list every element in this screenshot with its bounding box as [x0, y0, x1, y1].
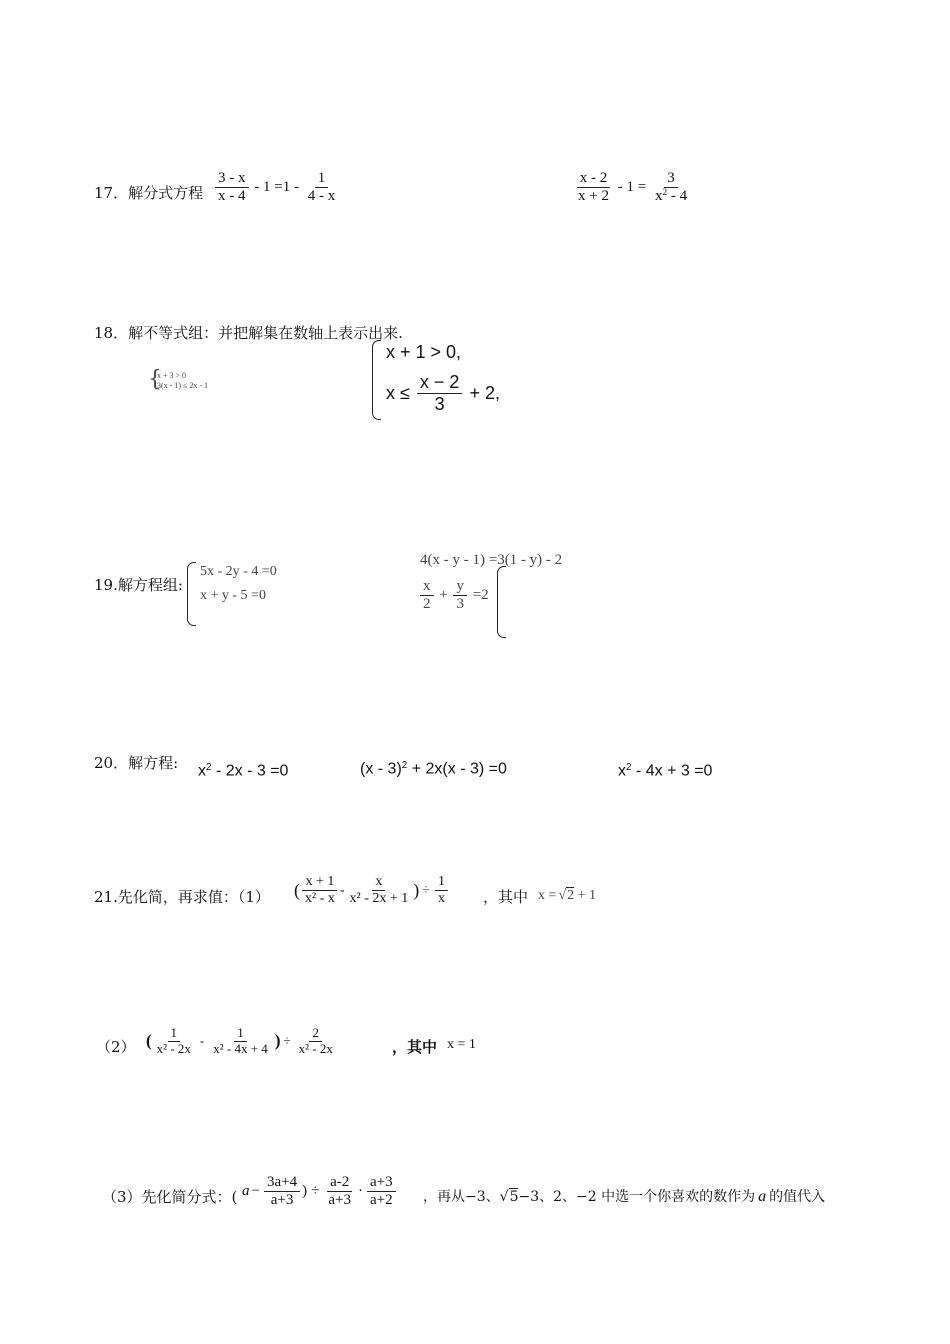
q17-eq2-rhs-fraction: $\frac{3}{x^2 - 4}$	[654, 170, 688, 205]
q21-p3-label: （3）先化简分式：(	[102, 1188, 238, 1206]
q21-p3-tail: ，再从−3、√5−3、2、−2 中选一个你喜欢的数作为 a 的值代入	[423, 1188, 826, 1205]
q17-equation-1	[213, 170, 340, 206]
q21-p3-fraction-2: $\frac{a-2}{a+3}$	[328, 1174, 351, 1209]
q17-eq2-mid: - 1 =	[617, 179, 647, 196]
q19-sys2-fraction-y: $\frac{y}{3}$	[453, 578, 467, 614]
q21-part1-expression: ( $\frac{x + 1}{\text{x² - x}}$ - $\frac{x}{\text{x² - 2x + 1}}$ ) ÷ $\frac{1}{x}$	[294, 874, 450, 907]
q18-sys2-fraction: $\frac{x - 2}{3}$	[417, 372, 463, 414]
q21-p2-label: （2）	[96, 1038, 136, 1056]
q17-eq1-lhs-fraction: $\frac{3 - x}{x - 4}$	[215, 170, 249, 206]
q21-p2-where: ，其中	[392, 1038, 438, 1056]
q20-equation-2: (x - 3)$^2$ + 2x(x - 3) =0	[360, 760, 507, 778]
q19-sys2-line2: $\frac{x}{2}$ + $\frac{y}{3}$ =2	[418, 578, 489, 614]
q19-sys2-fraction-x: $\frac{x}{2}$	[420, 578, 434, 614]
q17-eq2-lhs-fraction: $\frac{x - 2}{x + 2}$	[578, 170, 609, 205]
q21-label: 21.先化简，再求值：（1）	[94, 888, 270, 906]
q18-label: 18．解不等式组：并把解集在数轴上表示出来.	[94, 324, 403, 342]
q17-eq1-rhs-fraction: $\frac{1}{4 - x}$	[307, 170, 336, 205]
q21-p2-fraction-3: $\frac{2}{\text{x² - 2x}}$	[298, 1025, 333, 1056]
q21-p1-fraction-3: $\frac{1}{x}$	[435, 874, 448, 907]
q18-sys2-line2: x ≤ $\frac{x - 2}{3}$ + 2,	[386, 372, 500, 414]
q21-p2-fraction-2: $\frac{1}{\text{x² - 4x + 4}}$	[213, 1025, 268, 1056]
q18-system-1	[148, 367, 209, 392]
q21-p1-fraction-1: $\frac{x + 1}{\text{x² - x}}$	[302, 874, 338, 907]
q18-sys1-brace: {	[148, 367, 162, 392]
q19-label: 19.解方程组:	[94, 576, 183, 594]
q20-label: 20．解方程:	[94, 754, 179, 772]
q21-part3-expression: a − $\frac{3a+4}{a+3}$ ) ÷ $\frac{a-2}{a+3}$ · $\frac{a+3}{a+2}$	[242, 1174, 398, 1210]
q19-sys2-line1: 4(x - y - 1) =3(1 - y) - 2	[420, 552, 563, 568]
q18-sys2-brace	[372, 340, 381, 420]
q21-p3-fraction-3: $\frac{a+3}{a+2}$	[367, 1174, 396, 1210]
q19-sys1-brace	[187, 562, 196, 626]
q18-sys1-line2: 3(x - 1) ≤ 2x - 1	[157, 381, 209, 390]
q17-label: 17．解分式方程	[94, 184, 204, 202]
q17-equation-2	[573, 170, 692, 206]
q20-equation-1: $x^2 - 2x - 3 =0$	[198, 762, 289, 780]
q20-equation-3: $x^2 - 4x + 3 =0$	[618, 762, 713, 780]
q19-sys1-line2: x + y - 5 =0	[200, 588, 266, 603]
q21-p1-fraction-2: $\frac{x}{\text{x² - 2x + 1}}$	[349, 874, 409, 907]
q18-sys1-line1: x + 3 > 0	[157, 371, 187, 380]
q21-p3-fraction-1: $\frac{3a+4}{a+3}$	[264, 1174, 300, 1210]
q21-p1-condition: x = √2 + 1	[538, 888, 596, 903]
q19-sys2-brace	[497, 566, 506, 638]
q21-p2-fraction-1: $\frac{1}{\text{x² - 2x}}$	[156, 1025, 191, 1056]
q19-sys1-line1: 5x - 2y - 4 =0	[200, 564, 277, 579]
q17-eq1-mid: - 1 =1 -	[254, 179, 299, 196]
q21-part2-expression: ( $\frac{1}{\text{x² - 2x}}$ - $\frac{1}{\text{x² - 4x + 4}}$ ) ÷ $\frac{2}{\text{x² - 2x}}$	[146, 1026, 338, 1057]
q21-p2-condition: x = 1	[447, 1037, 476, 1052]
q18-sys2-line1: x + 1 > 0,	[386, 342, 462, 362]
q21-p1-where: ，其中	[483, 888, 529, 906]
